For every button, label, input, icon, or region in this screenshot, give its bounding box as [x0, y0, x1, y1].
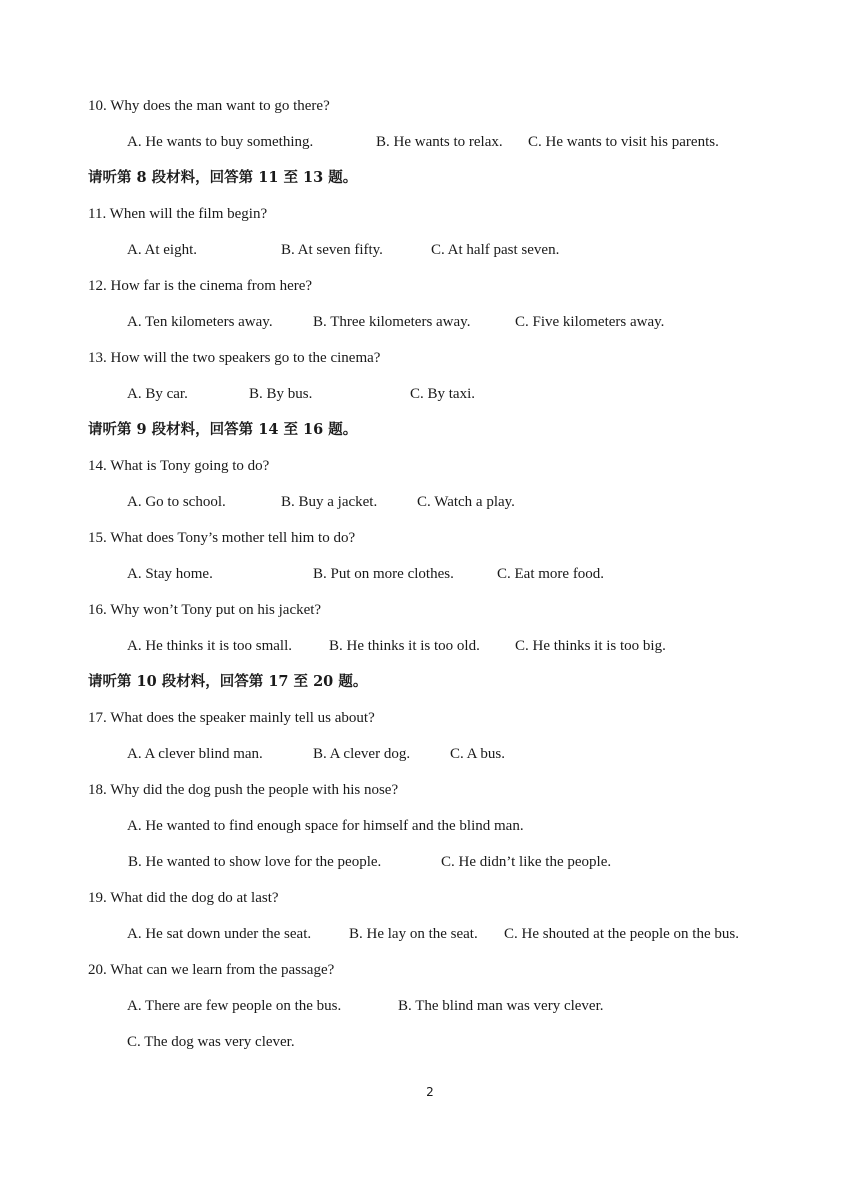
q14-option-a: A. Go to school. — [127, 494, 226, 510]
question-14: 14. What is Tony going to do? — [88, 458, 270, 474]
q12-option-c: C. Five kilometers away. — [515, 314, 665, 330]
q12-option-a: A. Ten kilometers away. — [127, 314, 273, 330]
q13-option-a: A. By car. — [127, 386, 188, 402]
q12-option-b: B. Three kilometers away. — [313, 314, 471, 330]
q20-option-c: C. The dog was very clever. — [127, 1034, 295, 1050]
q11-option-c: C. At half past seven. — [431, 242, 560, 258]
q10-option-c: C. He wants to visit his parents. — [528, 134, 719, 150]
q20-option-a: A. There are few people on the bus. — [127, 998, 342, 1014]
q14-option-b: B. Buy a jacket. — [281, 494, 378, 510]
question-15: 15. What does Tony’s mother tell him to do? — [88, 530, 356, 546]
q17-option-a: A. A clever blind man. — [127, 746, 263, 762]
q18-option-c: C. He didn’t like the people. — [441, 854, 612, 870]
q17-option-b: B. A clever dog. — [313, 746, 411, 762]
q15-option-a: A. Stay home. — [127, 566, 213, 582]
q14-option-c: C. Watch a play. — [417, 494, 515, 510]
q19-option-a: A. He sat down under the seat. — [127, 926, 312, 942]
q18-option-b: B. He wanted to show love for the people. — [128, 854, 382, 870]
q18-option-a: A. He wanted to find enough space for himself and the blind man. — [127, 818, 524, 834]
q10-option-b: B. He wants to relax. — [376, 134, 503, 150]
q19-option-c: C. He shouted at the people on the bus. — [504, 926, 739, 942]
question-20: 20. What can we learn from the passage? — [88, 962, 335, 978]
q16-option-b: B. He thinks it is too old. — [329, 638, 480, 654]
section-9-instruction: 请听第 9 段材料，回答第 14 至 16 题。 — [88, 421, 358, 438]
page-number: 2 — [426, 1085, 434, 1099]
question-10: 10. Why does the man want to go there? — [88, 98, 330, 114]
q13-option-c: C. By taxi. — [410, 386, 476, 402]
section-10-instruction: 请听第 10 段材料，回答第 17 至 20 题。 — [88, 673, 368, 690]
section-8-instruction: 请听第 8 段材料，回答第 11 至 13 题。 — [88, 169, 358, 186]
q15-option-b: B. Put on more clothes. — [313, 566, 454, 582]
q15-option-c: C. Eat more food. — [497, 566, 605, 582]
question-19: 19. What did the dog do at last? — [88, 890, 279, 906]
q11-option-b: B. At seven fifty. — [281, 242, 383, 258]
question-18: 18. Why did the dog push the people with his nose? — [88, 782, 399, 798]
question-17: 17. What does the speaker mainly tell us about? — [88, 710, 375, 726]
question-12: 12. How far is the cinema from here? — [88, 278, 313, 294]
question-16: 16. Why won’t Tony put on his jacket? — [88, 602, 322, 618]
q11-option-a: A. At eight. — [127, 242, 197, 258]
q19-option-b: B. He lay on the seat. — [349, 926, 478, 942]
question-13: 13. How will the two speakers go to the cinema? — [88, 350, 381, 366]
q17-option-c: C. A bus. — [450, 746, 506, 762]
q16-option-a: A. He thinks it is too small. — [127, 638, 292, 654]
question-11: 11. When will the film begin? — [88, 206, 268, 222]
q20-option-b: B. The blind man was very clever. — [398, 998, 604, 1014]
q10-option-a: A. He wants to buy something. — [127, 134, 314, 150]
q16-option-c: C. He thinks it is too big. — [515, 638, 666, 654]
q13-option-b: B. By bus. — [249, 386, 313, 402]
